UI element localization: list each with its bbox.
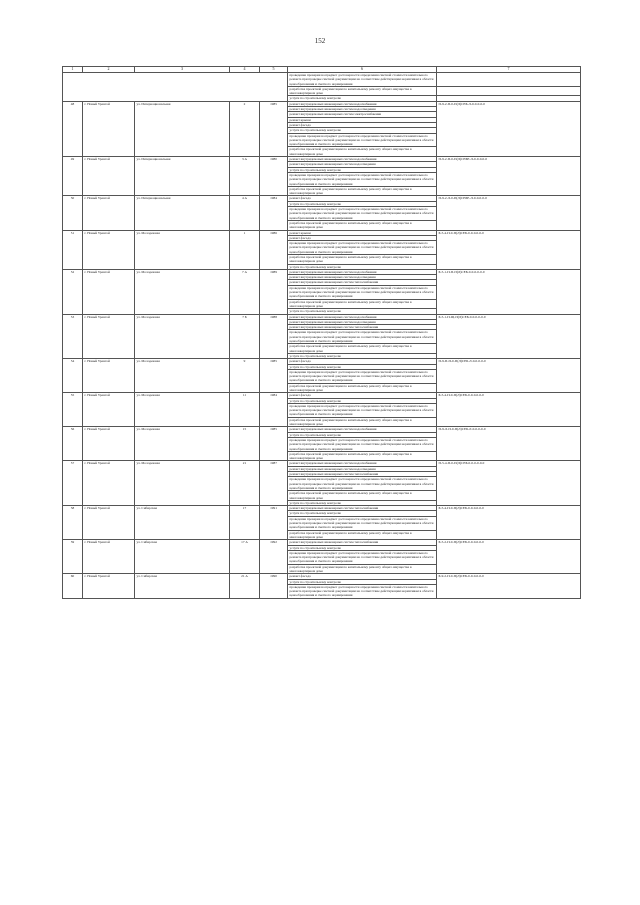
row-number-cell: 50	[63, 196, 83, 230]
street-cell: ул. Молодежная	[135, 461, 230, 506]
table-row	[63, 461, 581, 466]
build-year-cell: 1990	[260, 574, 288, 598]
table-row	[63, 157, 581, 162]
house-number-cell: 9	[230, 359, 260, 393]
row-number-cell: 58	[63, 506, 83, 540]
city-cell: г. Новый Уренгой	[83, 230, 135, 269]
build-year-cell: 1985	[260, 427, 288, 461]
row-number-cell: 60	[63, 574, 83, 598]
work-type-cell: проведение проверки на предмет достоверности определения сметной стоимости капитального ремонта при проверке сметной документации на соответствие действующим нормативам в области ценообразования и сметного нормирования	[288, 369, 437, 383]
house-number-cell: 11	[230, 393, 260, 427]
street-cell: ул. Молодежная	[135, 314, 230, 359]
header-cell: 3	[135, 67, 230, 73]
house-number-cell: 17 А	[230, 540, 260, 574]
house-number-cell: 3 А	[230, 157, 260, 196]
build-year-cell: 1987	[260, 461, 288, 506]
work-type-cell: ремонт внутридомовых инженерных систем водоотведения	[288, 107, 437, 112]
work-type-cell: услуги по строительному контролю	[288, 364, 437, 369]
work-type-cell: разработка проектной документации по капитальному ремонту общего имущества в многоквартирном доме	[288, 344, 437, 354]
table-row	[63, 314, 581, 319]
build-year-cell: 1989	[260, 269, 288, 314]
work-type-cell: ремонт внутридомовых инженерных систем водоотведения	[288, 162, 437, 167]
header-cell: 7	[437, 67, 581, 73]
city-cell: г. Новый Уренгой	[83, 359, 135, 393]
work-type-cell: разработка проектной документации по капитальному ремонту общего имущества в многоквартирном доме	[288, 564, 437, 574]
work-type-cell: услуги по строительному контролю	[288, 201, 437, 206]
work-type-cell: проведение проверки на предмет достоверности определения сметной стоимости капитального ремонта при проверке сметной документации на соответствие действующим нормативам в области ценообразования и сметного нормирования	[288, 133, 437, 147]
street-cell: ул. Сибирская	[135, 574, 230, 598]
house-number-cell: 17	[230, 506, 260, 540]
row-number-cell: 51	[63, 230, 83, 269]
work-type-cell: разработка проектной документации по капитальному ремонту общего имущества в многоквартирном доме	[288, 530, 437, 540]
building-code-cell: П-5-4-П-0-П(Л)СЕБ-0-0-0-0-0-0	[437, 461, 581, 506]
building-code-cell: П-9-2-Л-0-П(Л)СЕБЕ-Л-0-0-0-0-0	[437, 196, 581, 230]
build-year-cell: 1984	[260, 196, 288, 230]
work-type-cell: услуги по строительному контролю	[288, 264, 437, 269]
house-number-cell: 15	[230, 427, 260, 461]
work-type-cell: разработка проектной документации по капитальному ремонту общего имущества в многоквартирном доме	[288, 417, 437, 427]
building-code-cell: Б-5-1-П-Щ-П(Л)СЕБ-0-0-0-0-0-0	[437, 314, 581, 359]
building-code-cell: Б-9-2-П-0-П(Л)СЕБ-0-0-0-0-0-0	[437, 574, 581, 598]
work-type-cell: услуги по строительному контролю	[288, 545, 437, 550]
work-type-cell: услуги по строительному контролю	[288, 96, 437, 101]
city-cell: г. Новый Уренгой	[83, 506, 135, 540]
city-cell: г. Новый Уренгой	[83, 574, 135, 598]
empty-code-cell	[437, 73, 581, 87]
row-number-cell: 52	[63, 269, 83, 314]
work-type-cell: проведение проверки на предмет достоверности определения сметной стоимости капитального ремонта при проверке сметной документации на соответствие действующим нормативам в области ценообразования и сметного нормирования	[288, 403, 437, 417]
work-type-cell: ремонт фасада	[288, 235, 437, 240]
build-year-cell: 1985	[260, 359, 288, 393]
work-type-cell: ремонт внутридомовых инженерных систем теплоснабжения	[288, 325, 437, 330]
building-code-cell: Б-5-1-П-П-П(Л)СЕБ-0-0-0-0-0-0	[437, 269, 581, 314]
table-row	[63, 540, 581, 545]
house-number-cell: 21	[230, 461, 260, 506]
building-code-cell: П-9-П-П-0-П(Л)СЕБ-Л-0-0-0-0-0	[437, 359, 581, 393]
building-code-cell: Б-5-4-П-0-П(Л)СЕБ-0-0-0-0-0-0	[437, 506, 581, 540]
street-cell: ул. Интернациональная	[135, 101, 230, 156]
house-number-cell: 7 А	[230, 269, 260, 314]
work-type-cell: проведение проверки на предмет достоверности определения сметной стоимости капитального ремонта при проверке сметной документации на соответствие действующим нормативам в области ценообразования и сметного нормирования	[288, 437, 437, 451]
work-type-cell: услуги по строительному контролю	[288, 398, 437, 403]
house-number-cell: 4 А	[230, 196, 260, 230]
row-number-cell: 49	[63, 157, 83, 196]
work-type-cell: ремонт внутридомовых инженерных систем водоснабжения	[288, 427, 437, 432]
house-number-cell: 1	[230, 230, 260, 269]
street-cell: ул. Сибирская	[135, 506, 230, 540]
work-type-cell: проведение проверки на предмет достоверности определения сметной стоимости капитального ремонта при проверке сметной документации на соответствие действующим нормативам в области ценообразования и сметного нормирования	[288, 285, 437, 299]
work-type-cell: ремонт внутридомовых инженерных систем теплоснабжения	[288, 472, 437, 477]
house-number-cell: 2	[230, 101, 260, 156]
city-cell: г. Новый Уренгой	[83, 461, 135, 506]
street-cell: ул. Молодежная	[135, 359, 230, 393]
work-type-cell: разработка проектной документации по капитальному ремонту общего имущества в многоквартирном доме	[288, 254, 437, 264]
work-type-cell: ремонт внутридомовых инженерных систем водоотведения	[288, 275, 437, 280]
work-type-cell: ремонт внутридомовых инженерных систем теплоснабжения	[288, 280, 437, 285]
street-cell: ул. Молодежная	[135, 393, 230, 427]
empty-code-cell	[437, 86, 581, 96]
street-cell: ул. Молодежная	[135, 230, 230, 269]
row-number-cell: 53	[63, 314, 83, 359]
work-type-cell: услуги по строительному контролю	[288, 579, 437, 584]
building-code-cell: Б-5-4-П-0-П(Л)СЕБ-0-0-0-0-0-0	[437, 393, 581, 427]
city-cell: г. Новый Уренгой	[83, 427, 135, 461]
header-cell: 1	[63, 67, 83, 73]
work-type-cell: проведение проверки на предмет достоверности определения сметной стоимости капитального ремонта при проверке сметной документации на соответствие действующим нормативам в области ценообразования и сметного нормирования	[288, 550, 437, 564]
work-type-cell: ремонт внутридомовых инженерных систем водоснабжения	[288, 461, 437, 466]
work-type-cell: ремонт фасада	[288, 393, 437, 398]
work-type-cell: ремонт фасада	[288, 359, 437, 364]
street-cell: ул. Молодежная	[135, 269, 230, 314]
row-number-cell: 59	[63, 540, 83, 574]
building-code-cell: П-9-2-П-0-П(Л)СЕБ-Л-0-0-0-0-0	[437, 101, 581, 156]
work-type-cell: проведение проверки на предмет достоверности определения сметной стоимости капитального ремонта при проверке сметной документации на соответствие действующим нормативам в области ценообразования и сметного нормирования	[288, 330, 437, 344]
header-cell: 5	[260, 67, 288, 73]
building-code-cell: Б-5-4-П-0-П(Л)СЕБ-0-0-0-0-0-0	[437, 230, 581, 269]
build-year-cell: 1985	[260, 101, 288, 156]
house-number-cell: 21 А	[230, 574, 260, 598]
build-year-cell: 1988	[260, 314, 288, 359]
work-type-cell: услуги по строительному контролю	[288, 128, 437, 133]
work-type-cell: разработка проектной документации по капитальному ремонту общего имущества в многоквартирном доме	[288, 491, 437, 501]
work-type-cell: разработка проектной документации по капитальному ремонту общего имущества в многоквартирном доме	[288, 220, 437, 230]
building-code-cell: Б-5-2-П-0-П(Л)СЕБ-0-0-0-0-0-0	[437, 540, 581, 574]
work-type-cell: услуги по строительному контролю	[288, 167, 437, 172]
work-type-cell: ремонт крыши	[288, 230, 437, 235]
capital-repair-register-table	[62, 66, 581, 599]
work-type-cell: услуги по строительному контролю	[288, 432, 437, 437]
header-cell: 6	[288, 67, 437, 73]
row-number-cell: 56	[63, 427, 83, 461]
street-cell: ул. Сибирская	[135, 540, 230, 574]
street-cell: ул. Интернациональная	[135, 196, 230, 230]
work-type-cell: услуги по строительному контролю	[288, 500, 437, 505]
work-type-cell: ремонт внутридомовых инженерных систем водоснабжения	[288, 101, 437, 106]
work-type-cell: разработка проектной документации по капитальному ремонту общего имущества в многоквартирном доме	[288, 383, 437, 393]
work-type-cell: ремонт внутридомовых инженерных систем водоотведения	[288, 319, 437, 324]
work-type-cell: ремонт внутридомовых инженерных систем водоснабжения	[288, 157, 437, 162]
city-cell: г. Новый Уренгой	[83, 101, 135, 156]
work-type-cell: разработка проектной документации по капитальному ремонту общего имущества в многоквартирном доме	[288, 186, 437, 196]
build-year-cell: 1991	[260, 506, 288, 540]
city-cell: г. Новый Уренгой	[83, 314, 135, 359]
work-type-cell: ремонт внутридомовых инженерных систем водоотведения	[288, 466, 437, 471]
work-type-cell: разработка проектной документации по капитальному ремонту общего имущества в многоквартирном доме	[288, 299, 437, 309]
build-year-cell: 1992	[260, 540, 288, 574]
work-type-cell: разработка проектной документации по капитальному ремонту общего имущества в многоквартирном доме	[288, 451, 437, 461]
city-cell: г. Новый Уренгой	[83, 157, 135, 196]
building-code-cell: П-9-2-П-0-П(Л)СЕБЕ-Л-0-0-0-0-0	[437, 157, 581, 196]
building-code-cell: П-9-Л-П-0-П(Л)СЕБ-Л-0-0-0-0-0	[437, 427, 581, 461]
table-row	[63, 506, 581, 511]
work-type-cell: ремонт внутридомовых инженерных систем теплоснабжения	[288, 506, 437, 511]
table-row	[63, 269, 581, 274]
row-number-cell: 54	[63, 359, 83, 393]
house-number-cell: 7 Б	[230, 314, 260, 359]
city-cell: г. Новый Уренгой	[83, 196, 135, 230]
empty-continuation-cell	[63, 73, 288, 102]
city-cell: г. Новый Уренгой	[83, 540, 135, 574]
work-type-cell: услуги по строительному контролю	[288, 353, 437, 358]
work-type-cell: проведение проверки на предмет достоверности определения сметной стоимости капитального ремонта при проверке сметной документации на соответствие действующим нормативам в области ценообразования и сметного нормирования	[288, 73, 437, 87]
city-cell: г. Новый Уренгой	[83, 393, 135, 427]
build-year-cell: 1980	[260, 157, 288, 196]
work-type-cell: проведение проверки на предмет достоверности определения сметной стоимости капитального ремонта при проверке сметной документации на соответствие действующим нормативам в области ценообразования и сметного нормирования	[288, 477, 437, 491]
build-year-cell: 1986	[260, 230, 288, 269]
row-number-cell: 57	[63, 461, 83, 506]
work-type-cell: разработка проектной документации по капитальному ремонту общего имущества в многоквартирном доме	[288, 147, 437, 157]
street-cell: ул. Интернациональная	[135, 157, 230, 196]
work-type-cell: ремонт внутридомовых инженерных систем водоснабжения	[288, 269, 437, 274]
work-type-cell: ремонт внутридомовых инженерных систем электроснабжения	[288, 112, 437, 117]
header-cell: 4	[230, 67, 260, 73]
table-row	[63, 101, 581, 106]
row-number-cell: 48	[63, 101, 83, 156]
continuation-row	[63, 73, 581, 87]
work-type-cell: ремонт фасада	[288, 574, 437, 579]
work-type-cell: услуги по строительному контролю	[288, 511, 437, 516]
build-year-cell: 1984	[260, 393, 288, 427]
work-type-cell: разработка проектной документации по капитальному ремонту общего имущества в многоквартирном доме	[288, 86, 437, 96]
page-number: 152	[314, 37, 326, 45]
work-type-cell: ремонт фасада	[288, 122, 437, 127]
work-type-cell: проведение проверки на предмет достоверности определения сметной стоимости капитального ремонта при проверке сметной документации на соответствие действующим нормативам в области ценообразования и сметного нормирования	[288, 207, 437, 221]
work-type-cell: ремонт внутридомовых инженерных систем водоснабжения	[288, 314, 437, 319]
work-type-cell: ремонт фасада	[288, 196, 437, 201]
work-type-cell: услуги по строительному контролю	[288, 309, 437, 314]
table-row	[63, 427, 581, 432]
work-type-cell: проведение проверки на предмет достоверности определения сметной стоимости капитального ремонта при проверке сметной документации на соответствие действующим нормативам в области ценообразования и сметного нормирования	[288, 584, 437, 598]
work-type-cell: проведение проверки на предмет достоверности определения сметной стоимости капитального ремонта при проверке сметной документации на соответствие действующим нормативам в области ценообразования и сметного нормирования	[288, 241, 437, 255]
work-type-cell: проведение проверки на предмет достоверности определения сметной стоимости капитального ремонта при проверке сметной документации на соответствие действующим нормативам в области ценообразования и сметного нормирования	[288, 172, 437, 186]
city-cell: г. Новый Уренгой	[83, 269, 135, 314]
work-type-cell: проведение проверки на предмет достоверности определения сметной стоимости капитального ремонта при проверке сметной документации на соответствие действующим нормативам в области ценообразования и сметного нормирования	[288, 516, 437, 530]
header-cell: 2	[83, 67, 135, 73]
row-number-cell: 55	[63, 393, 83, 427]
work-type-cell: ремонт крыши	[288, 117, 437, 122]
street-cell: ул. Молодежная	[135, 427, 230, 461]
work-type-cell: ремонт внутридомовых инженерных систем теплоснабжения	[288, 540, 437, 545]
